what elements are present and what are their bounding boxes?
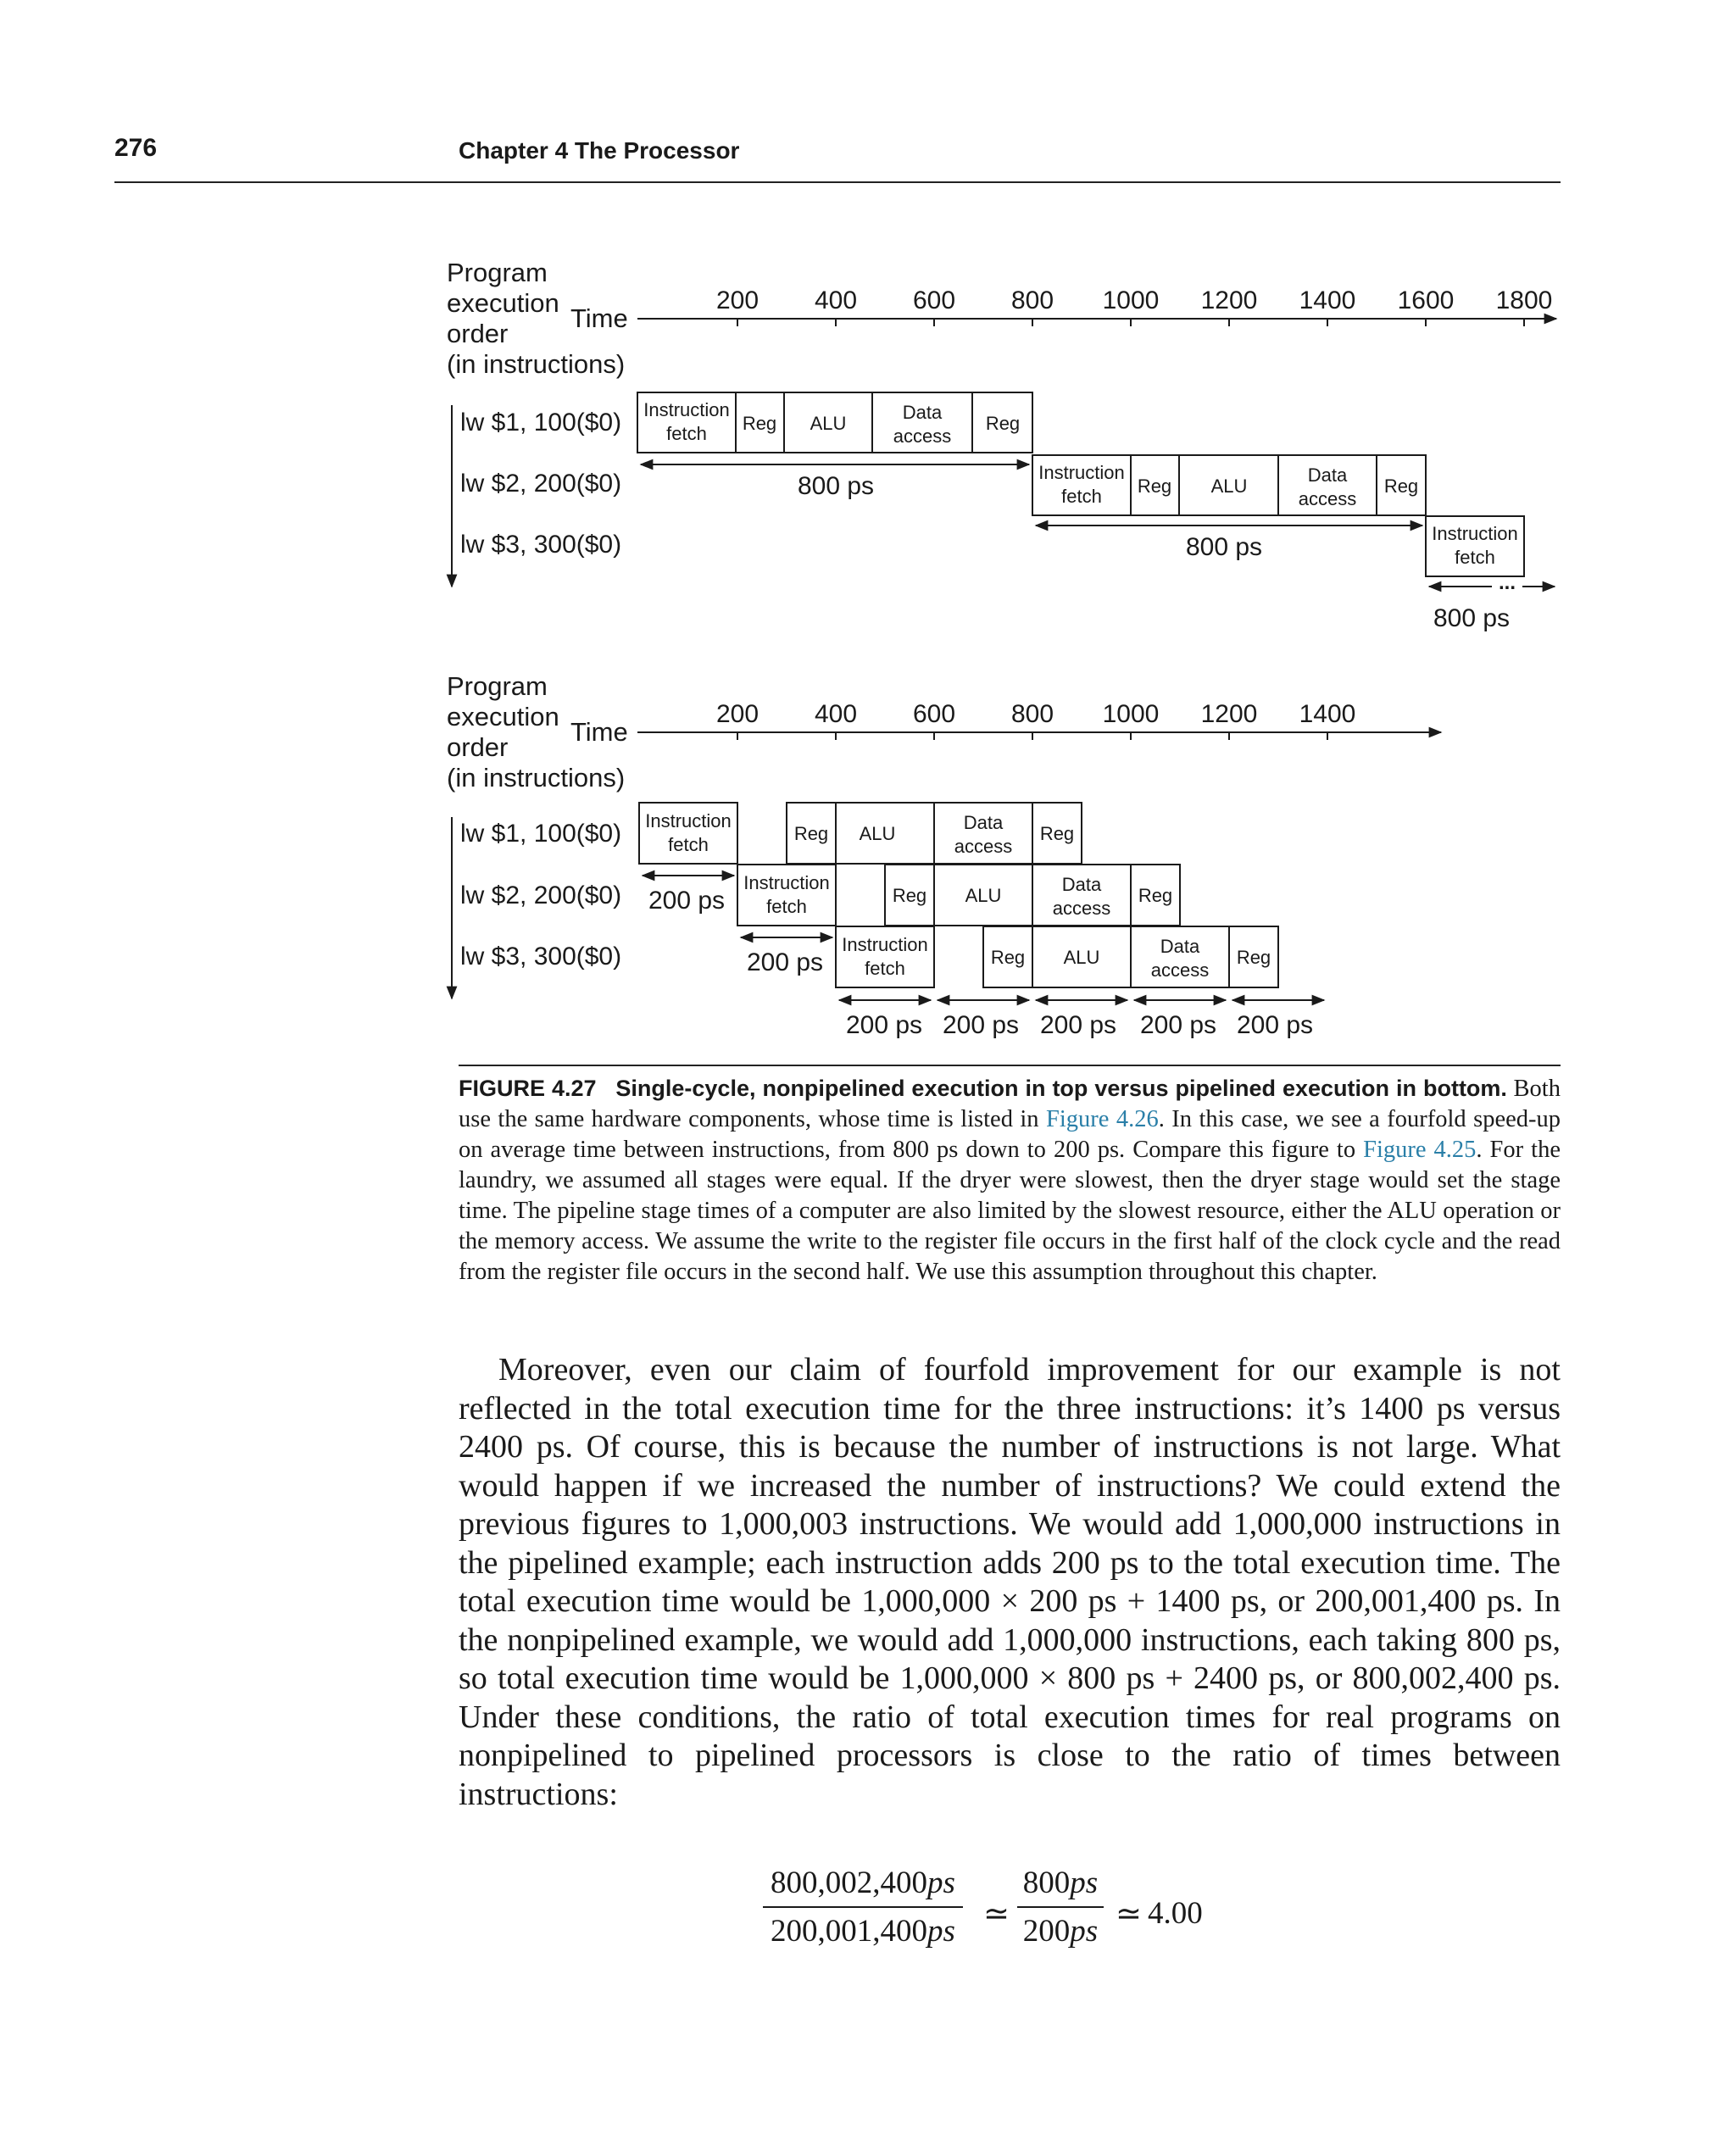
top-instruction-1: lw $1, 100($0): [460, 409, 622, 437]
stage-time: 200 ps: [845, 1011, 923, 1039]
order-label-line: (in instructions): [447, 349, 626, 379]
stage-label: Reg: [1236, 947, 1271, 968]
top-duration-1: 800 ps: [797, 472, 875, 500]
fraction-denominator: 200ps: [1022, 1914, 1099, 1949]
top-instruction-3: lw $3, 300($0): [460, 531, 622, 559]
stage-label: fetch: [1061, 486, 1102, 507]
top-row-1-labels: [643, 399, 1020, 447]
caption-rule: [459, 1065, 1561, 1066]
bottom-row-2-labels: [743, 872, 1172, 919]
top-tick-label: 1000: [1102, 286, 1160, 314]
top-tick-label: 400: [814, 286, 858, 314]
stage-label: Reg: [1383, 475, 1419, 497]
top-tick-label: 1400: [1299, 286, 1356, 314]
approx-symbol: ≃: [983, 1897, 1010, 1932]
stage-label: Data: [1307, 464, 1348, 486]
fraction-numerator: 800,002,400ps: [771, 1866, 955, 1900]
stage-label: Instruction: [643, 399, 730, 420]
bottom-time-ticks: [716, 700, 1355, 740]
top-tick-label: 1600: [1397, 286, 1455, 314]
stage-label: access: [1150, 959, 1210, 981]
bottom-row-3-labels: [842, 934, 1271, 981]
caption-text: Both use the same hardware components, whose time is listed in: [459, 1076, 1561, 1132]
bottom-offset-1: 200 ps: [648, 887, 726, 915]
order-label-line: order: [447, 319, 509, 348]
bottom-tick-label: 1000: [1102, 700, 1160, 728]
fraction-numerator: 800ps: [1022, 1866, 1099, 1900]
order-label-line: execution: [447, 702, 559, 731]
stage-label: ALU: [1210, 475, 1248, 497]
stage-label: Reg: [1138, 885, 1173, 906]
bottom-tick-label: 600: [912, 700, 956, 728]
stage-label: fetch: [766, 896, 807, 917]
bottom-tick-label: 1200: [1200, 700, 1258, 728]
top-ellipsis: ...: [1498, 571, 1516, 594]
top-tick-label: 600: [912, 286, 956, 314]
caption-text: . For the laundry, we assumed all stages were equal. If the dryer were slowest, then the dryer stage would set the stage time. The pipeline stage times of a computer are also limited by the slowest resource, either the ALU operation or the memory access. We assume the write to the register file occurs in the first half of the clock cycle and the read from the register file occurs in the second half. We use this assumption throughout this chapter.: [459, 1137, 1561, 1285]
stage-label: access: [954, 836, 1013, 857]
stage-time: 200 ps: [1236, 1011, 1314, 1039]
chapter-title: Chapter 4 The Processor: [459, 137, 740, 164]
bottom-tick-label: 1400: [1299, 700, 1356, 728]
stage-label: access: [1298, 488, 1357, 509]
stage-label: Reg: [793, 823, 829, 844]
top-tick-label: 200: [715, 286, 760, 314]
bottom-row-1-labels: [645, 810, 1074, 857]
page-number: 276: [114, 134, 158, 162]
stage-time: 200 ps: [942, 1011, 1020, 1039]
stage-label: Instruction: [645, 810, 732, 831]
order-label-line: order: [447, 732, 509, 762]
pipeline-figure: [0, 0, 1736, 1068]
stage-label: Data: [963, 812, 1004, 833]
stage-label: Reg: [985, 413, 1021, 434]
figure-4-26-link[interactable]: Figure 4.26: [1046, 1106, 1159, 1132]
bottom-instruction-1: lw $1, 100($0): [460, 820, 622, 848]
bottom-tick-label: 400: [814, 700, 858, 728]
order-label-line: execution: [447, 288, 559, 318]
stage-label: Reg: [990, 947, 1026, 968]
stage-label: ALU: [965, 885, 1002, 906]
figure-4-25-link[interactable]: Figure 4.25: [1363, 1137, 1477, 1163]
bottom-offset-2: 200 ps: [746, 948, 824, 976]
top-tick-label: 1200: [1200, 286, 1258, 314]
bottom-tick-label: 800: [1010, 700, 1054, 728]
caption-title: Single-cycle, nonpipelined execution in top versus pipelined execution in bottom.: [615, 1076, 1507, 1101]
stage-label: ALU: [1063, 947, 1100, 968]
stage-time: 200 ps: [1039, 1011, 1117, 1039]
top-duration-2: 800 ps: [1185, 533, 1263, 561]
stage-label: fetch: [865, 958, 905, 979]
stage-label: access: [893, 425, 952, 447]
top-time-label: Time: [570, 303, 628, 333]
stage-label: Instruction: [743, 872, 830, 893]
bottom-stage-times: [846, 1011, 1313, 1039]
equation-result: 4.00: [1148, 1896, 1203, 1931]
stage-time: 200 ps: [1139, 1011, 1217, 1039]
bottom-time-label: Time: [570, 717, 628, 747]
stage-label: ALU: [810, 413, 847, 434]
caption-label: FIGURE 4.27: [459, 1076, 597, 1101]
bottom-instruction-3: lw $3, 300($0): [460, 943, 622, 970]
stage-label: Instruction: [842, 934, 928, 955]
stage-label: Instruction: [1432, 523, 1518, 544]
top-instruction-2: lw $2, 200($0): [460, 470, 622, 498]
bottom-tick-label: 200: [715, 700, 760, 728]
stage-label: Data: [1160, 936, 1200, 957]
top-row-2-labels: [1038, 462, 1418, 509]
top-tick-label: 1800: [1495, 286, 1553, 314]
order-label-line: Program: [447, 671, 548, 701]
body-paragraph: Moreover, even our claim of fourfold improvement for our example is not reflected in the total execution time for the three instructions: it’s 1400 ps versus 2400 ps. Of course, this is because the number of instructions is not large. What would happen if we increased the number of instructions? We could extend the previous figures to 1,000,003 instructions. We would add 1,000,000 instructions in the pipelined example; each instruction adds 200 ps to the total execution time. The total execution time would be 1,000,000 × 200 ps + 1400 ps, or 200,001,400 ps. In the nonpipelined example, we would add 1,000,000 instructions, each taking 800 ps, so total execution time would be 1,000,000 × 800 ps + 2400 ps, or 800,002,400 ps. Under these conditions, the ratio of total execution times for real programs on nonpipelined to pipelined processors is close to the ratio of times between instructions:: [459, 1352, 1561, 1812]
fraction-total: [763, 1865, 963, 1949]
order-label-line: Program: [447, 258, 548, 287]
stage-label: fetch: [1455, 547, 1495, 568]
stage-label: access: [1052, 898, 1111, 919]
speedup-equation: [763, 1865, 1238, 1966]
caption-text: . In this case, we see a fourfold speed-up on average time between instructions, from 800 ps down to 200 ps. Compare this figure to: [459, 1106, 1561, 1163]
stage-label: fetch: [666, 423, 707, 444]
top-tick-label: 800: [1010, 286, 1054, 314]
bottom-instruction-2: lw $2, 200($0): [460, 881, 622, 909]
stage-label: ALU: [859, 823, 896, 844]
stage-label: fetch: [668, 834, 709, 855]
stage-label: Data: [1061, 874, 1102, 895]
fraction-denominator: 200,001,400ps: [771, 1914, 955, 1949]
stage-label: Reg: [892, 885, 927, 906]
top-duration-3: 800 ps: [1433, 604, 1511, 632]
top-time-ticks: [716, 286, 1552, 326]
fraction-per-instruction: [1017, 1865, 1104, 1949]
stage-label: Reg: [742, 413, 777, 434]
stage-label: Reg: [1137, 475, 1172, 497]
figure-caption: [459, 1073, 1561, 1287]
stage-label: Instruction: [1038, 462, 1125, 483]
stage-label: Reg: [1039, 823, 1075, 844]
order-label-line: (in instructions): [447, 763, 626, 792]
stage-label: Data: [902, 402, 943, 423]
approx-symbol: ≃: [1116, 1897, 1143, 1932]
